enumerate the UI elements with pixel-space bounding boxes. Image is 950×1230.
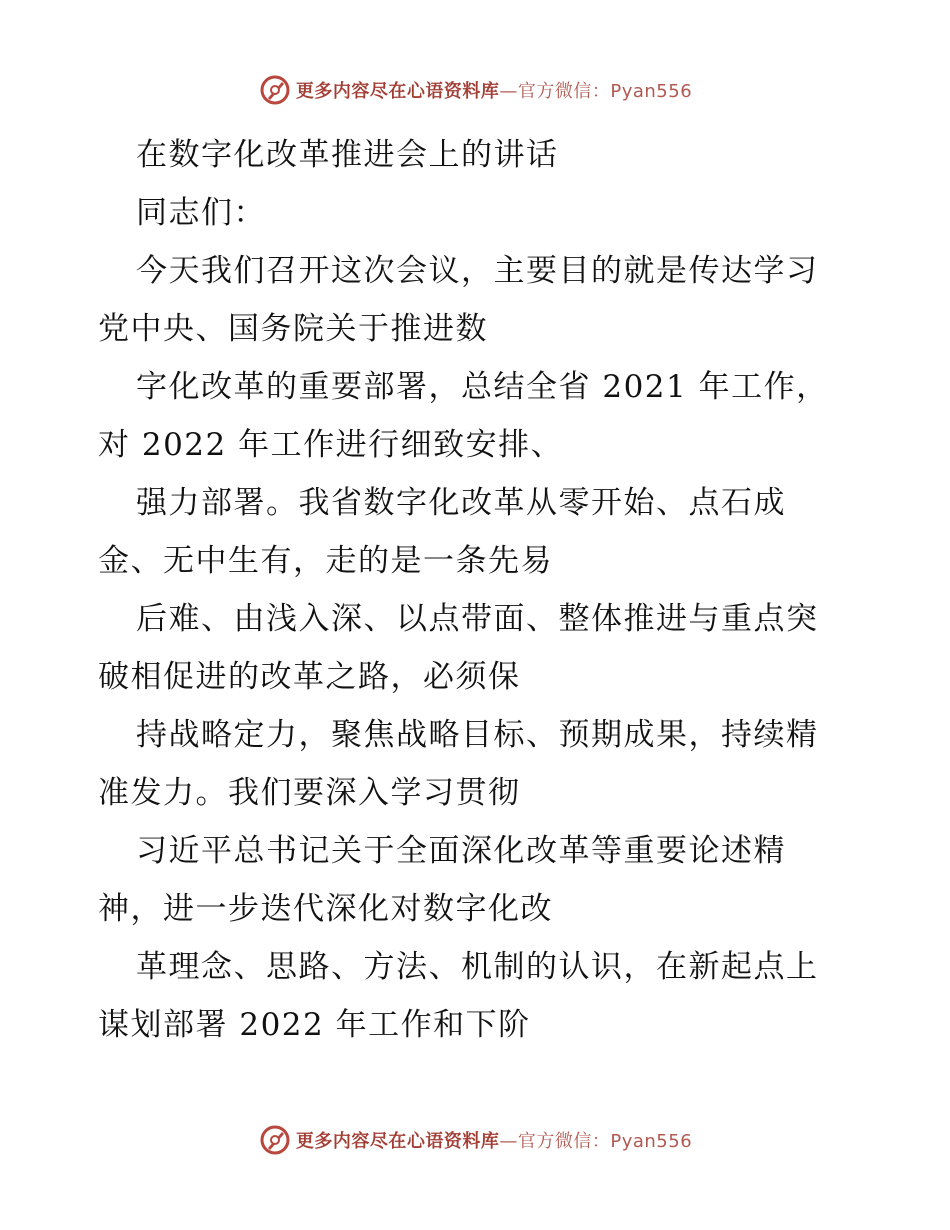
quill-logo-icon bbox=[258, 73, 292, 107]
header-banner-text bbox=[296, 77, 692, 103]
footer-banner-lead: 更多内容尽在心语资料库 bbox=[295, 1131, 500, 1152]
paragraph-line: 准发力。我们要深入学习贯彻 bbox=[98, 775, 521, 811]
paragraph-line: 党中央、国务院关于推进数 bbox=[98, 311, 488, 347]
document-title: 在数字化改革推进会上的讲话 bbox=[136, 137, 559, 173]
footer-banner-text bbox=[296, 1127, 692, 1153]
salutation: 同志们： bbox=[136, 195, 266, 231]
paragraph-line: 神，进一步迭代深化对数字化改 bbox=[98, 891, 553, 927]
header-banner-lead: 更多内容尽在心语资料库 bbox=[295, 81, 500, 102]
paragraph-line: 今天我们召开这次会议，主要目的就是传达学习 bbox=[136, 253, 819, 289]
header-banner bbox=[0, 70, 950, 110]
paragraph-line: 谋划部署 2022 年工作和下阶 bbox=[98, 1007, 531, 1043]
paragraph-line: 对 2022 年工作进行细致安排、 bbox=[98, 427, 564, 463]
quill-logo-icon bbox=[258, 1123, 292, 1157]
paragraph-line: 习近平总书记关于全面深化改革等重要论述精 bbox=[136, 833, 786, 869]
document-body bbox=[98, 126, 858, 1054]
header-banner-rest: —官方微信：Pyan556 bbox=[499, 81, 693, 102]
paragraph-line: 强力部署。我省数字化改革从零开始、点石成 bbox=[136, 485, 786, 521]
paragraph-line: 破相促进的改革之路，必须保 bbox=[98, 659, 521, 695]
paragraph-line: 后难、由浅入深、以点带面、整体推进与重点突 bbox=[136, 601, 819, 637]
paragraph-line: 金、无中生有，走的是一条先易 bbox=[98, 543, 553, 579]
footer-banner bbox=[0, 1120, 950, 1160]
paragraph-line: 字化改革的重要部署，总结全省 2021 年工作， bbox=[136, 369, 829, 405]
paragraph-line: 持战略定力，聚焦战略目标、预期成果，持续精 bbox=[136, 717, 819, 753]
paragraph-line: 革理念、思路、方法、机制的认识，在新起点上 bbox=[136, 949, 819, 985]
footer-banner-rest: —官方微信：Pyan556 bbox=[499, 1131, 693, 1152]
